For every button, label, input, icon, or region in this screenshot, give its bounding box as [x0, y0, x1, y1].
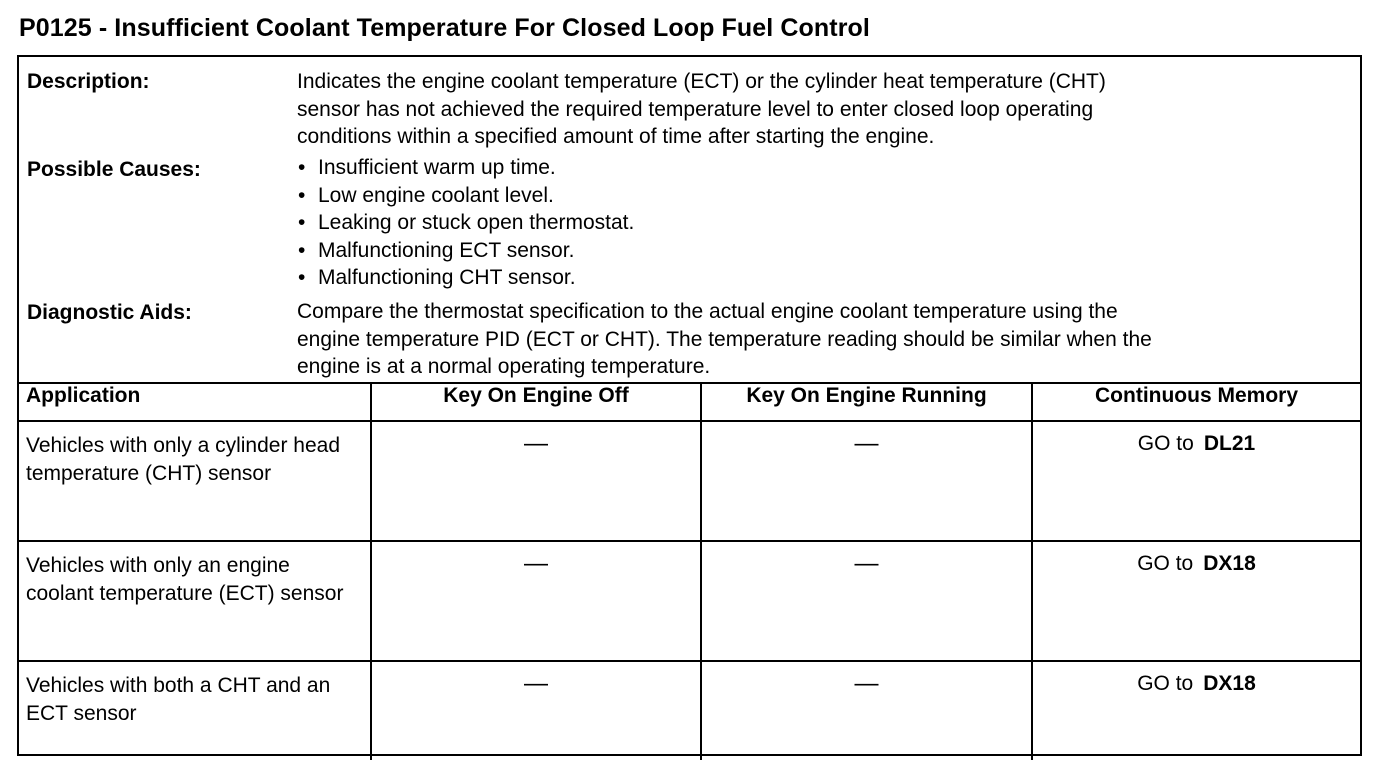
description-text — [297, 68, 1347, 151]
cause-text: Leaking or stuck open thermostat. — [318, 211, 635, 234]
possible-causes-label: Possible Causes: — [27, 158, 201, 181]
header-application: Application — [19, 384, 371, 421]
application-cell: Vehicles with only a cylinder head temperature (CHT) sensor — [19, 421, 371, 541]
pinpoint-test-link[interactable]: DL21 — [1203, 432, 1256, 455]
header-koer: Key On Engine Running — [701, 384, 1032, 421]
continuous-memory-cell — [1032, 421, 1360, 541]
list-item — [297, 154, 634, 182]
bullet-icon: • — [298, 211, 306, 234]
cause-text: Insufficient warm up time. — [318, 156, 556, 179]
application-cell: Vehicles with only an engine coolant temperature (ECT) sensor — [19, 541, 371, 661]
koeo-cell: — — [371, 421, 701, 541]
header-continuous-memory: Continuous Memory — [1032, 384, 1360, 421]
continuous-memory-cell — [1032, 661, 1360, 760]
table-row — [19, 541, 1360, 661]
possible-causes-list — [297, 154, 634, 292]
cause-text: Low engine coolant level. — [318, 183, 554, 207]
description-label: Description: — [27, 70, 150, 93]
koer-cell: — — [701, 421, 1032, 541]
diagnostic-aids-line: engine temperature PID (ECT or CHT). The temperature reading should be similar when the — [297, 327, 1152, 351]
go-to-text: GO to — [1137, 552, 1194, 575]
diagnostic-aids-line: Compare the thermostat specification to the actual engine coolant temperature using the — [297, 300, 1118, 323]
table-row — [19, 661, 1360, 760]
cause-text: Malfunctioning CHT sensor. — [318, 266, 576, 289]
list-item — [297, 264, 634, 292]
go-to-text: GO to — [1137, 672, 1194, 695]
koeo-cell: — — [371, 661, 701, 760]
list-item — [297, 237, 634, 265]
table-header-row — [19, 384, 1360, 421]
description-line: Indicates the engine coolant temperature (ECT) or the cylinder heat temperature (CHT) — [297, 70, 1106, 93]
diagnostic-aids-text — [297, 298, 1347, 381]
bullet-icon: • — [298, 238, 306, 262]
pinpoint-test-link[interactable]: DX18 — [1203, 672, 1256, 695]
bullet-icon: • — [298, 266, 306, 289]
cause-text: Malfunctioning ECT sensor. — [318, 238, 575, 262]
diagnostic-aids-line: engine is at a normal operating temperature. — [297, 355, 711, 378]
page-title: P0125 - Insufficient Coolant Temperature For Closed Loop Fuel Control — [19, 14, 870, 42]
application-cell: Vehicles with both a CHT and an ECT sensor — [19, 661, 371, 760]
koer-cell: — — [701, 541, 1032, 661]
continuous-memory-cell — [1032, 541, 1360, 661]
pinpoint-test-link[interactable]: DX18 — [1203, 552, 1256, 575]
description-line: conditions within a specified amount of time after starting the engine. — [297, 125, 935, 148]
list-item — [297, 182, 634, 210]
table-row — [19, 421, 1360, 541]
bullet-icon: • — [298, 156, 306, 179]
bullet-icon: • — [298, 183, 306, 207]
diagnostic-aids-label: Diagnostic Aids: — [27, 301, 192, 324]
application-table — [19, 384, 1360, 760]
koeo-cell: — — [371, 541, 701, 661]
description-line: sensor has not achieved the required temperature level to enter closed loop operating — [297, 97, 1094, 121]
koer-cell: — — [701, 661, 1032, 760]
header-koeo: Key On Engine Off — [371, 384, 701, 421]
go-to-text: GO to — [1137, 432, 1194, 455]
list-item — [297, 209, 634, 237]
dtc-frame — [17, 55, 1362, 756]
info-section — [19, 57, 1360, 384]
